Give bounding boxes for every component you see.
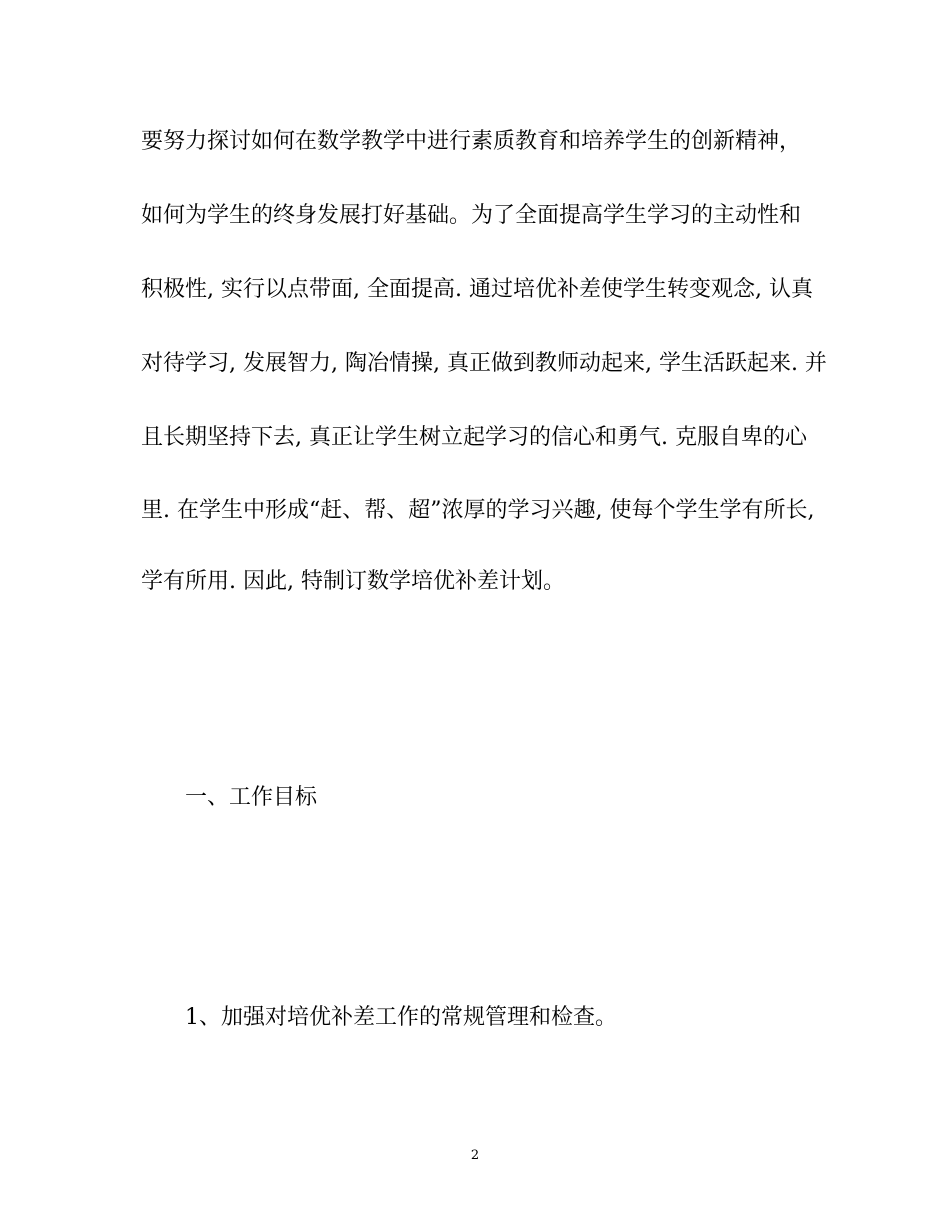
list-item-1: 1、加强对培优补差工作的常规管理和检查。 [185,1005,617,1030]
body-line-1: 要努力探讨如何在数学教学中进行素质教育和培养学生的创新精神， [141,129,802,154]
body-line-5: 且长期坚持下去, 真正让学生树立起学习的信心和勇气. 克服自卑的心 [141,425,807,450]
body-line-4: 对待学习, 发展智力, 陶冶情操, 真正做到教师动起来, 学生活跃起来. 并 [141,351,827,376]
page-number: 2 [470,1148,480,1163]
body-line-3: 积极性, 实行以点带面, 全面提高. 通过培优补差使学生转变观念, 认真 [141,277,813,302]
body-line-7: 学有所用. 因此, 特制订数学培优补差计划。 [141,569,565,594]
body-line-2: 如何为学生的终身发展打好基础。为了全面提高学生学习的主动性和 [141,203,802,228]
section-heading: 一、工作目标 [185,785,318,810]
body-line-6: 里. 在学生中形成“赶、帮、超”浓厚的学习兴趣, 使每个学生学有所长, [141,498,815,523]
